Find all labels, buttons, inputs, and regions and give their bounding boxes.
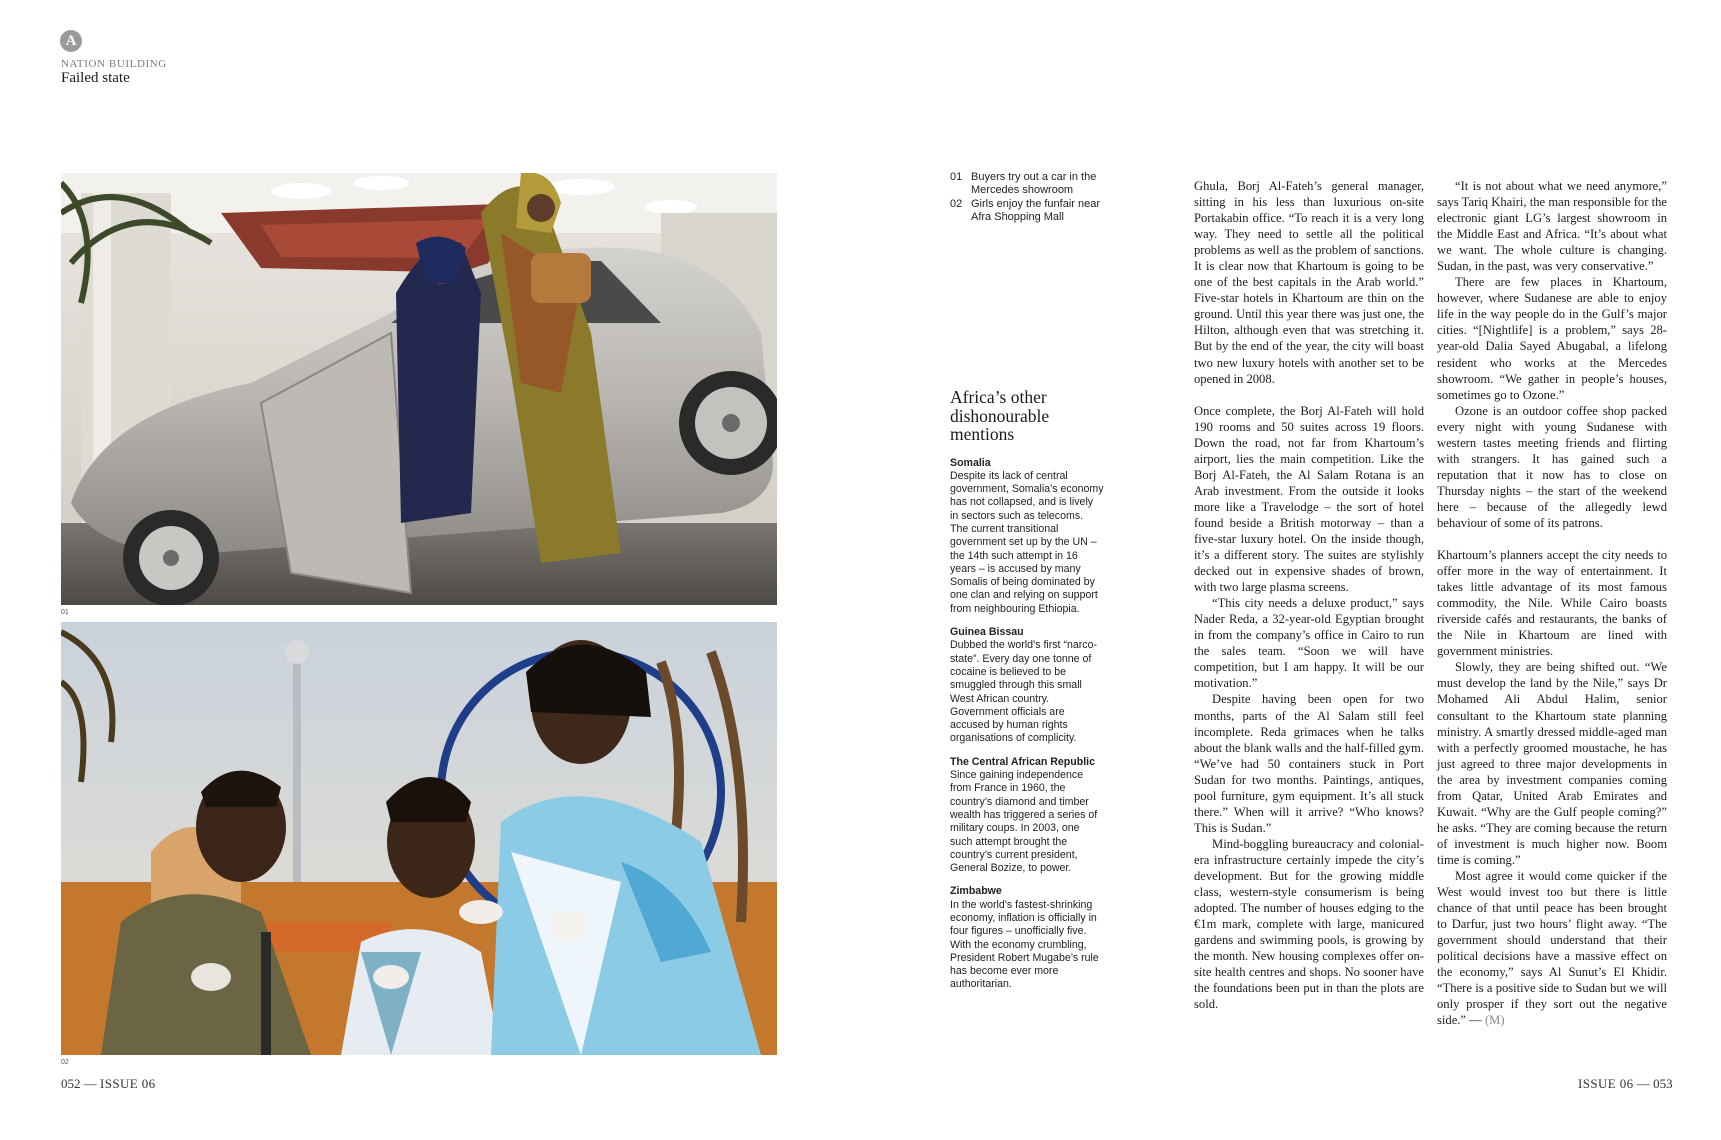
sidebar-entry-text: Since gaining independence from France in 1960, the country’s diamond and timber wealth has triggered a series of military coups. In 2003, one such attempt brought the country’s current president, General Bozize, to power. <box>950 769 1098 875</box>
article-paragraph: Mind-boggling bureaucracy and colonial-era infrastructure certainly impede the city’s development. But for the growing middle class, western-style consumerism is being adopted. The number of houses edging to the €1m mark, complete with large, manicured gardens and swimming pools, is growing by the month. New housing complexes offer on-site health centres and shops. No sooner have the foundations been put in than the plots are sold. <box>1194 836 1424 1012</box>
sidebar-entry <box>950 756 1104 876</box>
issue-label: ISSUE 06 <box>100 1076 156 1091</box>
sidebar-entry-name: The Central African Republic <box>950 755 1096 768</box>
caption-text: Buyers try out a car in the Mercedes showroom <box>971 171 1097 197</box>
section-title: Failed state <box>61 70 130 86</box>
sidebar-entry <box>950 457 1104 617</box>
folio-dash: — <box>1636 1076 1650 1091</box>
sidebar-entry-name: Zimbabwe <box>950 885 1002 898</box>
article-paragraph <box>1437 868 1667 1028</box>
article-paragraph: “It is not about what we need anymore,” says Tariq Khairi, the man responsible for the electronic giant LG’s largest showroom in the Middle East and Africa. “It’s about what we want. The whole culture is changing. Sudan, in the past, was very conservative.” <box>1437 179 1667 274</box>
article-paragraph: “This city needs a deluxe product,” says Nader Reda, a 32-year-old Egyptian brought in from the company’s office in Cairo to run the sales team. “Soon we will have competition, but I am happy. It will be our motivation.” <box>1194 596 1424 691</box>
section-badge: A <box>60 30 82 52</box>
article-paragraph: Despite having been open for two months, parts of the Al Salam still feel incomplete. Reda grimaces when he talks about the blank walls and the half-filled gym. “We’ve had 50 containers stuck in Port Sudan for two months. Paintings, antiques, pool furniture, gym equipment. It’s all stuck there.” When will it arrive? “Who knows? This is Sudan.” <box>1194 692 1424 835</box>
caption-text: Girls enjoy the funfair near Afra Shopping Mall <box>971 197 1101 223</box>
sidebar-entry-name: Guinea Bissau <box>950 626 1024 639</box>
article-paragraph: Slowly, they are being shifted out. “We must develop the land by the Nile,” says Dr Mohamed Ali Abdul Halim, senior consultant to the Khartoum state planning ministry. A smartly dressed middle-aged man with a perfectly groomed moustache, he has just agreed to three major developments in the area by investment companies coming from Qatar, United Arab Emirates and Kuwait. “Why are the Gulf people coming?” he asks. “They are coming because the return of investment is much higher now. Boom time is coming.” <box>1437 660 1667 867</box>
issue-label: ISSUE 06 <box>1578 1076 1634 1091</box>
article-paragraph: Khartoum’s planners accept the city needs to offer more in the way of entertainment. It takes little advantage of its most famous commodity, the Nile. While Cairo boasts riverside cafés and restaurants, the banks of the Nile in Khartoum are lined with government ministries. <box>1437 548 1667 659</box>
photo-captions <box>950 171 1110 224</box>
folio-dash: — <box>83 1076 97 1091</box>
photo-number: 01 <box>61 609 69 616</box>
sidebar-entry <box>950 626 1104 746</box>
article-column-1 <box>1194 178 1424 1012</box>
page-number: 053 <box>1653 1076 1673 1091</box>
article-paragraph: Once complete, the Borj Al-Fateh will hold 190 rooms and 50 suites across 19 floors. Down the road, not far from Khartoum’s airport, lies the main competition. Like the Borj Al-Fateh, the Al Salam Rotana is an Arab investment. From the outside it looks more like a Travelodge – the sort of hotel found beside a British motorway – than a five-star luxury hotel. On the inside though, it’s a different story. The suites are stylishly decked out in expensive shades of brown, with two large plasma screens. <box>1194 403 1424 595</box>
article-paragraph: Ozone is an outdoor coffee shop packed every night with young Sudanese with western tastes meeting friends and flirting with strangers. It has gained such a reputation that it now has to close on Thursday nights – the start of the weekend here – because of the allegedly lewd behaviour of some of its patrons. <box>1437 403 1667 530</box>
author-signoff: (M) <box>1484 1013 1505 1028</box>
sidebar-entry-text: In the world’s fastest-shrinking economy, inflation is officially in four figures – unofficially five. With the economy crumbling, President Robert Mugabe’s rule has become ever more authoritarian. <box>950 898 1099 991</box>
article-column-2 <box>1437 178 1667 1028</box>
article-paragraph: There are few places in Khartoum, however, where Sudanese are able to enjoy life in the way people do in the Gulf’s major cities. “[Nightlife] is a problem,” says 28-year-old Dalia Sayed Abugabal, a lifelong resident who works at the Mercedes showroom. “We gather in people’s houses, sometimes go to Ozone.” <box>1437 275 1667 402</box>
photo-showroom <box>61 173 777 605</box>
article-paragraph-text: Most agree it would come quicker if the West would invest too but there is little chance of that until peace has been brought to Darfur, just two hours’ flight away. “The government should understand that their political decisions have a massive effect on the economy,” says Al Sunut’s El Khidir. “There is a positive side to Sudan but we will only prosper if they sort out the negative side.” — <box>1437 868 1667 1028</box>
folio-left <box>61 1076 156 1092</box>
section-label: NATION BUILDING <box>61 58 167 70</box>
caption <box>950 198 1110 225</box>
article-paragraph: Ghula, Borj Al-Fateh’s general manager, sitting in his less than luxurious on-site Portakabin office. “To reach it is a very long way. They need to settle all the political problems as well as the problem of sanctions. It is clear now that Khartoum is going to be one of the best capitals in the Arab world.” Five-star hotels in Khartoum are thin on the ground. Until this year there was just one, the Hilton, although even that was stretching it. But by the end of the year, the city will boast two new luxury hotels with another set to be opened in 2008. <box>1194 179 1424 386</box>
page-number: 052 <box>61 1076 81 1091</box>
caption-number: 02 <box>950 197 963 210</box>
caption-number: 01 <box>950 171 963 183</box>
sidebar-entry <box>950 885 1104 991</box>
sidebar-entry-text: Despite its lack of central government, Somalia’s economy has not collapsed, and is lively in sectors such as telecoms. The current transitional government set up by the UN – the 14th such attempt in 16 years – is accused by many Somalis of being dominated by one clan and relying on support from neighbouring Ethiopia. <box>950 469 1104 615</box>
sidebar-entry-text: Dubbed the world’s first “narco-state”. Every day one tonne of cocaine is believed to be smuggled through this small West African country. Government officials are accused by human rights organisations of complicity. <box>950 639 1098 745</box>
sidebar-box <box>950 388 1104 1002</box>
sidebar-entry-name: Somalia <box>950 456 991 469</box>
folio-right <box>1578 1076 1673 1092</box>
caption <box>950 171 1110 198</box>
photo-number: 02 <box>61 1059 69 1066</box>
photo-funfair <box>61 622 777 1055</box>
sidebar-title: Africa’s other dishonourable mentions <box>950 387 1050 444</box>
